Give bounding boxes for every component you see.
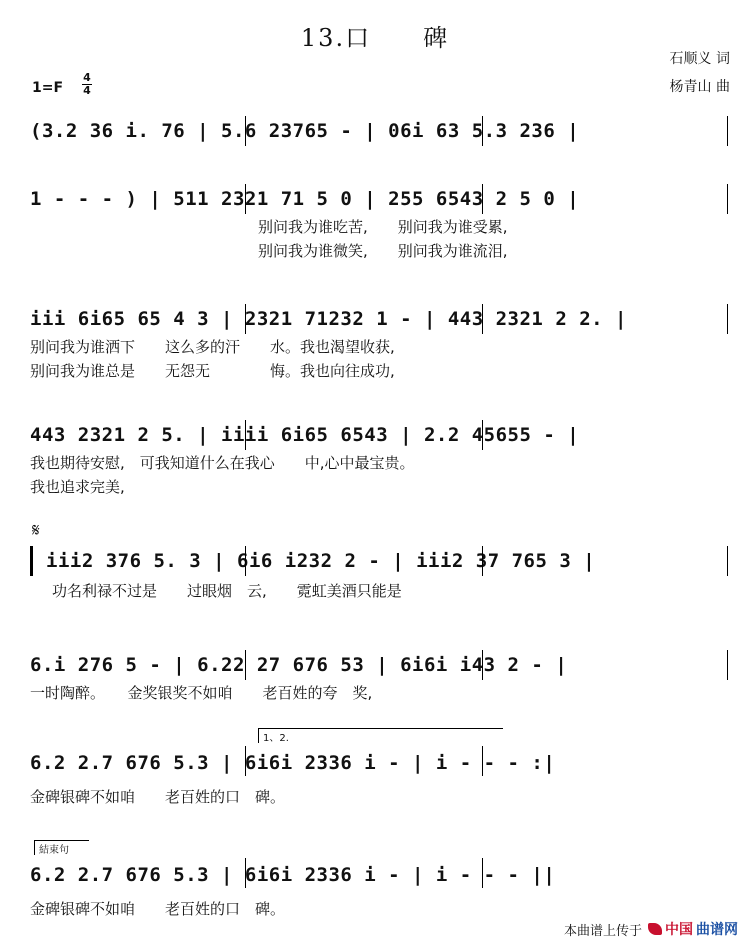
barline	[245, 546, 246, 576]
time-top: 4	[83, 71, 91, 84]
barline	[482, 184, 483, 214]
composer-credit: 杨青山 曲	[669, 79, 730, 95]
lyric-verse-1: 我也期待安慰, 可我知道什么在我心 中,心中最宝贵。	[30, 454, 415, 472]
barline	[482, 650, 483, 680]
score-title: 13.口 碑	[300, 24, 450, 52]
barline	[245, 858, 246, 888]
lyric-line: 功名利禄不过是 过眼烟 云, 霓虹美酒只能是	[52, 582, 402, 600]
barline	[482, 420, 483, 450]
time-signature	[82, 72, 92, 97]
lyric-line: 金碑银碑不如咱 老百姓的口 碑。	[30, 788, 286, 806]
barline	[245, 116, 246, 146]
lyric-verse-2: 别问我为谁总是 无怨无 悔。我也向往成功,	[30, 362, 395, 380]
notation-line: 6.i 276 5 - | 6.22 27 676 53 | 6i6i i43 2 - |	[30, 654, 568, 676]
barline	[482, 858, 483, 888]
barline	[482, 546, 483, 576]
key-signature: 1=F	[32, 80, 64, 96]
site-logo[interactable]	[648, 919, 738, 939]
logo-sub-text: 曲谱网	[696, 922, 738, 938]
logo-main-text: 中国	[665, 922, 693, 938]
lyric-verse-1: 别问我为谁吃苦, 别问我为谁受累,	[258, 218, 508, 236]
barline	[482, 304, 483, 334]
notation-line: iii2 376 5. 3 | 6i6 i232 2 - | iii2 37 765 3 |	[46, 550, 596, 572]
notation-line: iii 6i65 65 4 3 | 2321 71232 1 - | 443 2321 2 2. |	[30, 308, 627, 330]
volta-bracket: 1、2.	[258, 728, 503, 743]
barline	[245, 650, 246, 680]
ending-bracket: 結束句	[34, 840, 89, 855]
barline	[245, 304, 246, 334]
lyric-verse-1: 别问我为谁洒下 这么多的汗 水。我也渴望收获,	[30, 338, 395, 356]
barline	[727, 116, 728, 146]
barline	[482, 116, 483, 146]
lyric-line: 一时陶醉。 金奖银奖不如咱 老百姓的夸 奖,	[30, 684, 373, 702]
notation-line: 443 2321 2 5. | iiii 6i65 6543 | 2.2 45655 - |	[30, 424, 580, 446]
barline	[482, 746, 483, 776]
lyric-verse-2: 我也追求完美,	[30, 478, 125, 496]
upload-text: 本曲谱上传于	[563, 923, 642, 939]
notation-line: 1 - - - ) | 511 2321 71 5 0 | 255 6543 2 5 0 |	[30, 188, 580, 210]
barline	[727, 546, 728, 576]
lyricist-credit: 石顺义 词	[669, 51, 730, 67]
barline	[727, 650, 728, 680]
notation-line: 6.2 2.7 676 5.3 | 6i6i 2336 i - | i - - - ||	[30, 864, 556, 886]
lyric-verse-2: 别问我为谁微笑, 别问我为谁流泪,	[258, 242, 508, 260]
barline	[727, 304, 728, 334]
barline	[245, 184, 246, 214]
notation-line: 6.2 2.7 676 5.3 | 6i6i 2336 i - | i - - - :|	[30, 752, 556, 774]
time-bottom: 4	[83, 84, 91, 97]
notation-line: (3.2 36 i. 76 | 5.6 23765 - | 06i 63 5.3 236 |	[30, 120, 580, 142]
repeat-start-barline	[30, 546, 33, 576]
logo-mark-icon	[648, 923, 662, 935]
barline	[245, 420, 246, 450]
segno-sign: 𝄋	[32, 520, 40, 541]
barline	[727, 184, 728, 214]
footer-credit	[564, 919, 738, 939]
barline	[245, 746, 246, 776]
lyric-line: 金碑银碑不如咱 老百姓的口 碑。	[30, 900, 286, 918]
